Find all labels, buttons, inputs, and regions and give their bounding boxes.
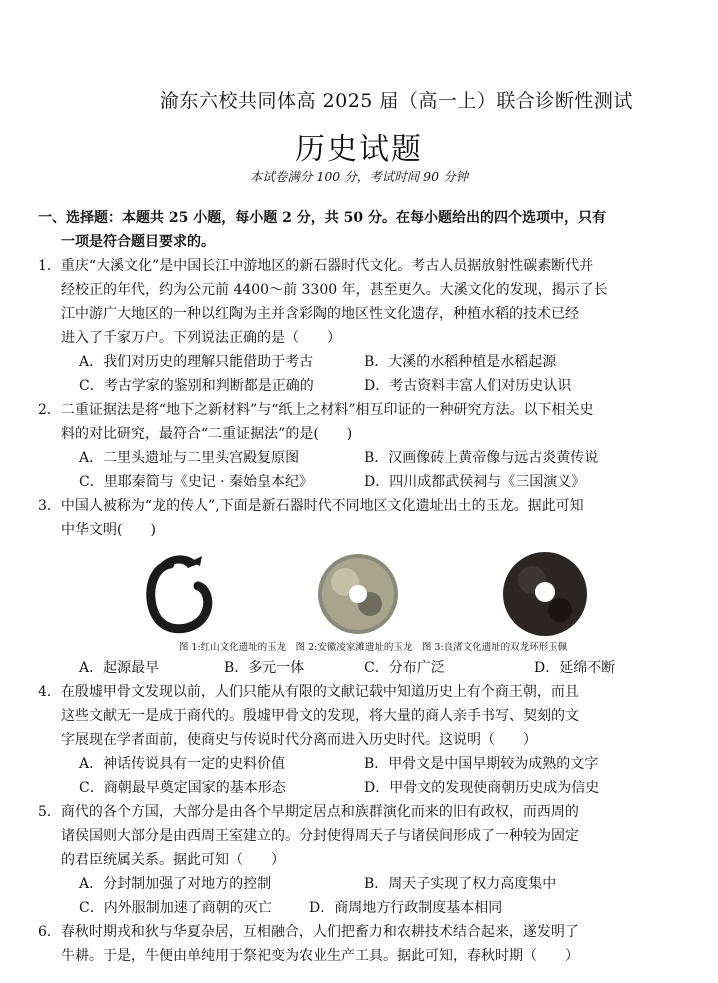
option-b[interactable]: B．多元一体 — [224, 660, 305, 676]
exam-body — [38, 206, 678, 968]
option-b[interactable]: B．周天子实现了权力高度集中 — [364, 876, 557, 892]
jade-dragon-images — [140, 542, 640, 640]
section-heading: 一、选择题：本题共 25 小题，每小题 2 分，共 50 分。在每小题给出的四个选项中，只有 — [38, 210, 606, 226]
lingjiatan-jade-dragon-image — [318, 554, 398, 634]
option-a[interactable]: A．分封制加强了对地方的控制 — [79, 876, 272, 892]
question-text: 的君臣统属关系。据此可知（ ） — [61, 852, 285, 868]
option-c[interactable]: C．商朝最早奠定国家的基本形态 — [79, 780, 286, 796]
exam-subtitle: 本试卷满分 100 分，考试时间 90 分钟 — [249, 169, 469, 184]
figure-caption: 图 1:红山文化遗址的玉龙 图 2:安徽凌家滩遗址的玉龙 图 3:良渚文化遗址的双龙环形玉佩 — [178, 642, 568, 653]
option-a[interactable]: A．我们对历史的理解只能借助于考古 — [79, 354, 314, 370]
question-text: 字展现在学者面前，使商史与传说时代分离而进入历史时代。这说明（ ） — [61, 732, 537, 748]
page-title: 历史试题 — [295, 132, 423, 167]
hongshan-jade-dragon-image — [151, 555, 208, 628]
jade-dragon-figures — [140, 542, 640, 640]
option-c[interactable]: C．里耶秦简与《史记 · 秦始皇本纪》 — [79, 474, 314, 490]
option-b[interactable]: B．汉画像砖上黄帝像与远古炎黄传说 — [364, 450, 599, 466]
option-d[interactable]: D．四川成都武侯祠与《三国演义》 — [364, 474, 586, 490]
question-3 — [38, 494, 678, 680]
question-5 — [38, 800, 678, 920]
question-text: 5．商代的各个方国，大部分是由各个早期定居点和族群演化而来的旧有政权，而西周的 — [38, 804, 579, 820]
question-6 — [38, 920, 678, 968]
option-c[interactable]: C．内外服制加速了商朝的灭亡 — [79, 900, 272, 916]
option-d[interactable]: D．甲骨文的发现使商朝历史成为信史 — [364, 780, 600, 796]
option-c[interactable]: C．考古学家的鉴别和判断都是正确的 — [79, 378, 314, 394]
option-a[interactable]: A．神话传说具有一定的史料价值 — [79, 756, 286, 772]
option-c[interactable]: C．分布广泛 — [364, 660, 445, 676]
question-text: 6．春秋时期戎和狄与华夏杂居，互相融合，人们把畜力和农耕技术结合起来，遂发明了 — [38, 924, 579, 940]
section-heading-cont: 一项是符合题目要求的。 — [61, 234, 215, 250]
question-text: 经校正的年代，约为公元前 4400～前 3300 年，甚至更久。大溪文化的发现，揭示了长 — [61, 282, 608, 298]
question-text: 1．重庆“大溪文化”是中国长江中游地区的新石器时代文化。考古人员据放射性碳素断代并 — [38, 258, 594, 274]
question-2 — [38, 398, 678, 494]
question-1 — [38, 254, 678, 398]
question-text: 中华文明( ) — [61, 522, 156, 538]
option-d[interactable]: D．商周地方行政制度基本相同 — [309, 900, 503, 916]
option-b[interactable]: B．大溪的水稻种植是水稻起源 — [364, 354, 557, 370]
question-text: 2．二重证据法是将“地下之新材料”与“纸上之材料”相互印证的一种研究方法。以下相关史 — [38, 402, 594, 418]
question-text: 牛耕。于是，牛便由单纯用于祭祀变为农业生产工具。据此可知，春秋时期（ ） — [61, 948, 579, 964]
option-d[interactable]: D．考古资料丰富人们对历史认识 — [364, 378, 572, 394]
question-text: 进入了千家万户。下列说法正确的是（ ） — [61, 330, 341, 346]
question-4 — [38, 680, 678, 800]
exam-header: 渝东六校共同体高 2025 届（高一上）联合诊断性测试 — [160, 90, 633, 112]
question-text: 江中游广大地区的一种以红陶为主并含彩陶的地区性文化遗存，种植水稻的技术已经 — [61, 306, 579, 322]
question-text: 诸侯国则大部分是由西周王室建立的。分封使得周天子与诸侯间形成了一种较为固定 — [61, 828, 579, 844]
liangzhu-double-dragon-pendant-image — [503, 552, 587, 636]
option-a[interactable]: A．二里头遗址与二里头宫殿复原图 — [79, 450, 300, 466]
option-b[interactable]: B．甲骨文是中国早期较为成熟的文字 — [364, 756, 599, 772]
option-a[interactable]: A．起源最早 — [79, 660, 160, 676]
option-d[interactable]: D．延绵不断 — [534, 660, 616, 676]
question-text: 这些文献无一是成于商代的。殷墟甲骨文的发现，将大量的商人亲手书写、契刻的文 — [61, 708, 579, 724]
question-text: 3．中国人被称为“龙的传人”,下面是新石器时代不同地区文化遗址出土的玉龙。据此可知 — [38, 498, 584, 514]
question-text: 4．在殷墟甲骨文发现以前，人们只能从有限的文献记载中知道历史上有个商王朝，而且 — [38, 684, 579, 700]
question-text: 料的对比研究，最符合“二重证据法”的是( ) — [61, 426, 353, 442]
